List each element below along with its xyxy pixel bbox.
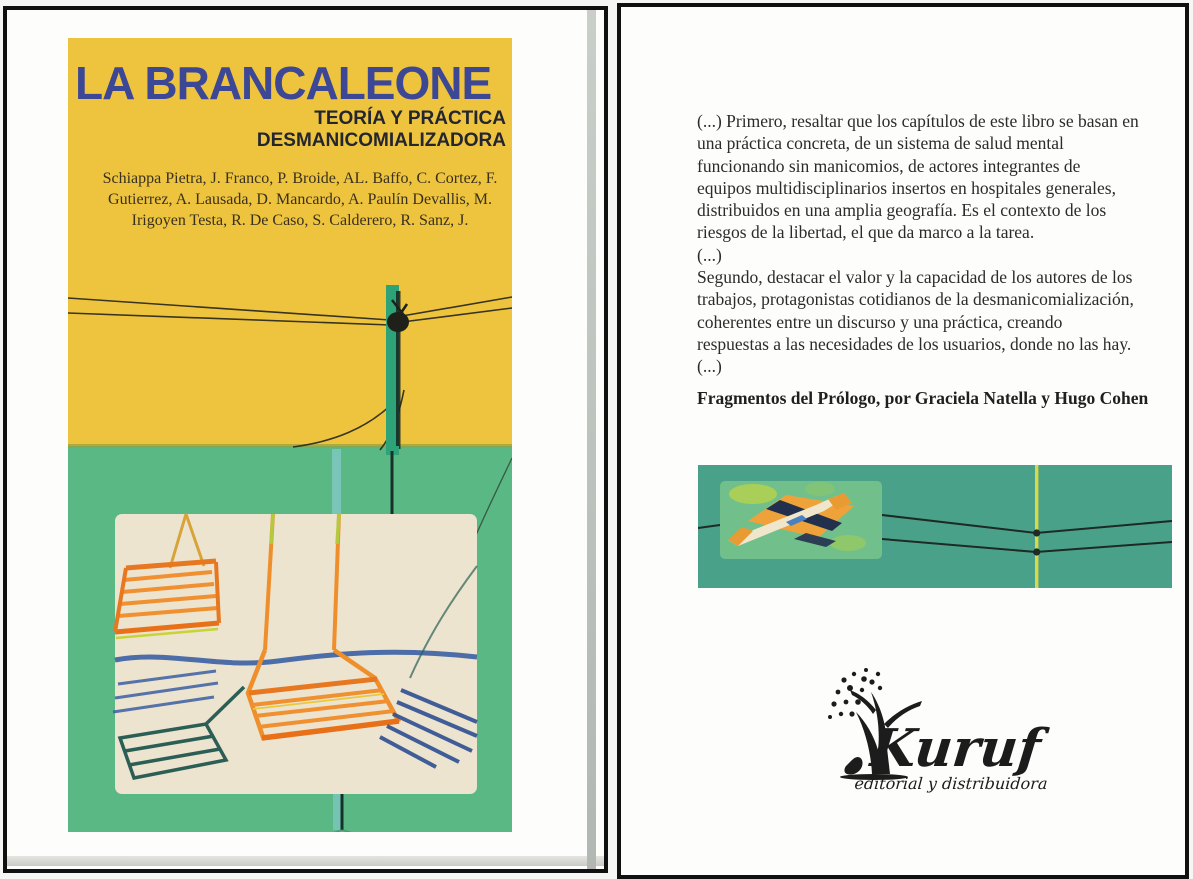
book-authors: [93, 168, 507, 231]
excerpt-line: riesgos de la libertad, el que da marco a la tarea.: [697, 222, 1035, 243]
authors-line1: Schiappa Pietra, J. Franco, P. Broide, AL. Baffo, C. Cortez, F.: [102, 170, 498, 187]
excerpt-line: equipos multidisciplinarios insertos en hospitales generales,: [697, 177, 1116, 198]
scan-bottom-shadow: [7, 856, 604, 866]
publisher-tagline: editorial y distribuidora: [853, 774, 1049, 793]
excerpt-line: una práctica concreta, de un sistema de salud mental: [697, 133, 1064, 154]
book-subtitle-line1: TEORÍA Y PRÁCTICA: [314, 108, 506, 129]
publisher-name: Kuruf: [867, 718, 1044, 779]
excerpt-line: coherentes entre un discurso y una práctica, creando: [697, 311, 1063, 332]
authors-line3: Irigoyen Testa, R. De Caso, S. Calderero, R. Sanz, J.: [131, 212, 469, 229]
excerpt-line: distribuidos en una amplia geografía. Es el contexto de los: [697, 200, 1107, 221]
authors-line2: Gutierrez, A. Lausada, D. Mancardo, A. Paulín Devallis, M.: [108, 191, 492, 208]
excerpt-line: funcionando sin manicomios, de actores integrantes de: [697, 155, 1081, 176]
prologue-credit: Fragmentos del Prólogo, por Graciela Natella y Hugo Cohen: [697, 388, 1149, 408]
swing-illustration: [68, 38, 512, 832]
excerpt-line: (...) Primero, resaltar que los capítulos de este libro se basan en: [697, 111, 1139, 131]
book-spine-shadow: [587, 10, 596, 869]
front-cover-page: [3, 6, 608, 873]
publisher-logo: [816, 662, 1066, 812]
front-cover-art: [68, 38, 512, 832]
airplane-patch: [720, 481, 882, 559]
prologue-excerpt: [697, 110, 1175, 378]
excerpt-line: respuestas a las necesidades de los usuarios, donde no las hay.: [697, 333, 1132, 354]
book-subtitle: [76, 108, 506, 152]
excerpt-line: (...): [697, 244, 722, 265]
excerpt-line: trabajos, protagonistas cotidianos de la desmanicomialización,: [697, 289, 1134, 310]
back-cover-page: [617, 3, 1189, 879]
excerpt-line: Segundo, destacar el valor y la capacidad de los autores de los: [697, 267, 1133, 288]
book-title: LA BRANCALEONE: [75, 57, 492, 109]
airplane-strip-illustration: [698, 465, 1172, 588]
book-subtitle-line2: DESMANICOMIALIZADORA: [256, 130, 506, 151]
excerpt-line: (...): [697, 356, 722, 377]
airplane-illustration: [698, 465, 1172, 588]
